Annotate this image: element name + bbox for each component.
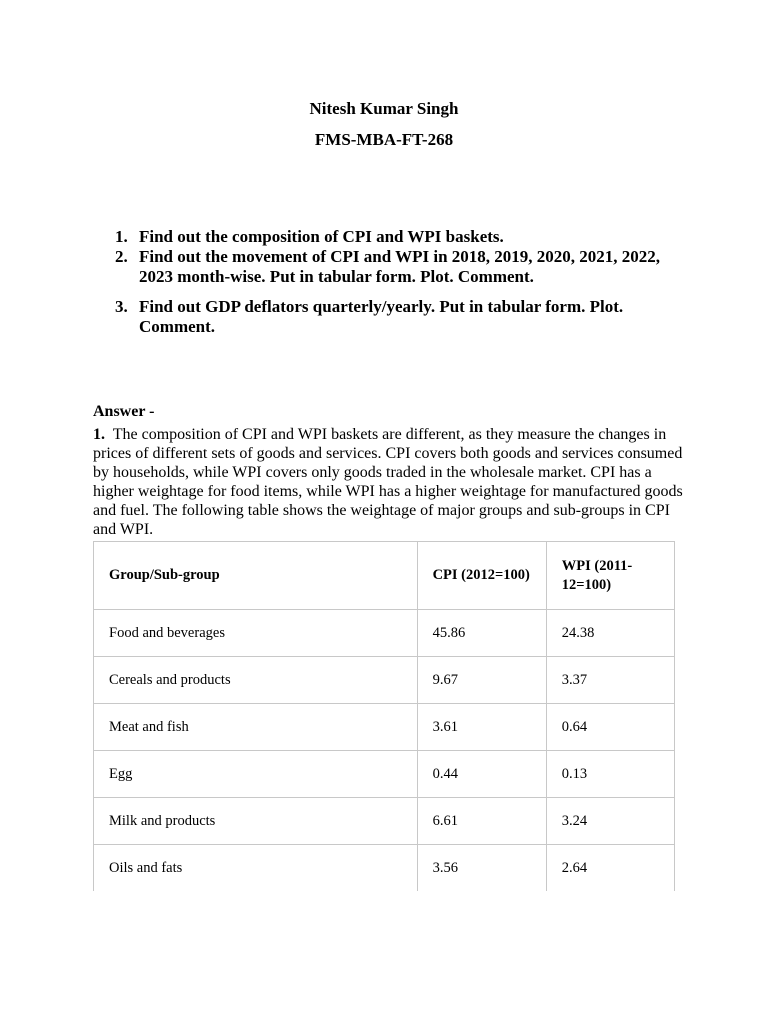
table-row bbox=[94, 610, 675, 657]
answer-number: 1. bbox=[93, 426, 105, 443]
group-cell: Milk and products bbox=[94, 798, 418, 845]
question-text: Find out the composition of CPI and WPI baskets. bbox=[139, 227, 504, 246]
cpi-cell: 45.86 bbox=[417, 610, 546, 657]
table-header-row bbox=[94, 542, 675, 610]
answer-heading: Answer - bbox=[93, 403, 155, 420]
wpi-cell: 0.64 bbox=[546, 704, 674, 751]
table-row bbox=[94, 798, 675, 845]
question-number: 3. bbox=[115, 297, 128, 316]
column-header-cpi: CPI (2012=100) bbox=[417, 542, 546, 610]
weightage-table bbox=[93, 541, 675, 891]
wpi-cell: 24.38 bbox=[546, 610, 674, 657]
roll-number: FMS-MBA-FT-268 bbox=[314, 130, 454, 149]
answer-paragraph bbox=[93, 425, 683, 539]
table-row bbox=[94, 845, 675, 892]
group-cell: Egg bbox=[94, 751, 418, 798]
cpi-cell: 9.67 bbox=[417, 657, 546, 704]
question-list bbox=[115, 227, 685, 337]
column-header-wpi: WPI (2011-12=100) bbox=[546, 542, 674, 610]
wpi-cell: 3.24 bbox=[546, 798, 674, 845]
question-item bbox=[115, 247, 685, 287]
question-item bbox=[115, 227, 685, 247]
question-number: 2. bbox=[115, 247, 128, 266]
group-cell: Oils and fats bbox=[94, 845, 418, 892]
wpi-cell: 2.64 bbox=[546, 845, 674, 892]
cpi-cell: 6.61 bbox=[417, 798, 546, 845]
group-cell: Meat and fish bbox=[94, 704, 418, 751]
cpi-cell: 0.44 bbox=[417, 751, 546, 798]
question-number: 1. bbox=[115, 227, 128, 246]
table-row bbox=[94, 751, 675, 798]
answer-text: The composition of CPI and WPI baskets are different, as they measure the changes in prices of different sets of goods and services. CPI covers both goods and services consumed by households, while WPI covers only goods traded in the wholesale market. CPI has a higher weightage for food items, while WPI has a higher weightage for manufactured goods and fuel. The following table shows the weightage of major groups and sub-groups in CPI and WPI. bbox=[93, 426, 683, 538]
author-name: Nitesh Kumar Singh bbox=[309, 99, 459, 118]
table-row bbox=[94, 657, 675, 704]
cpi-cell: 3.56 bbox=[417, 845, 546, 892]
table-row bbox=[94, 704, 675, 751]
question-text: Find out the movement of CPI and WPI in 2018, 2019, 2020, 2021, 2022, 2023 month-wise. Put in tabular form. Plot. Comment. bbox=[139, 247, 661, 286]
wpi-cell: 0.13 bbox=[546, 751, 674, 798]
question-text: Find out GDP deflators quarterly/yearly. Put in tabular form. Plot. Comment. bbox=[139, 297, 624, 336]
wpi-cell: 3.37 bbox=[546, 657, 674, 704]
cpi-cell: 3.61 bbox=[417, 704, 546, 751]
column-header-group: Group/Sub-group bbox=[94, 542, 418, 610]
question-item bbox=[115, 297, 685, 337]
group-cell: Food and beverages bbox=[94, 610, 418, 657]
group-cell: Cereals and products bbox=[94, 657, 418, 704]
